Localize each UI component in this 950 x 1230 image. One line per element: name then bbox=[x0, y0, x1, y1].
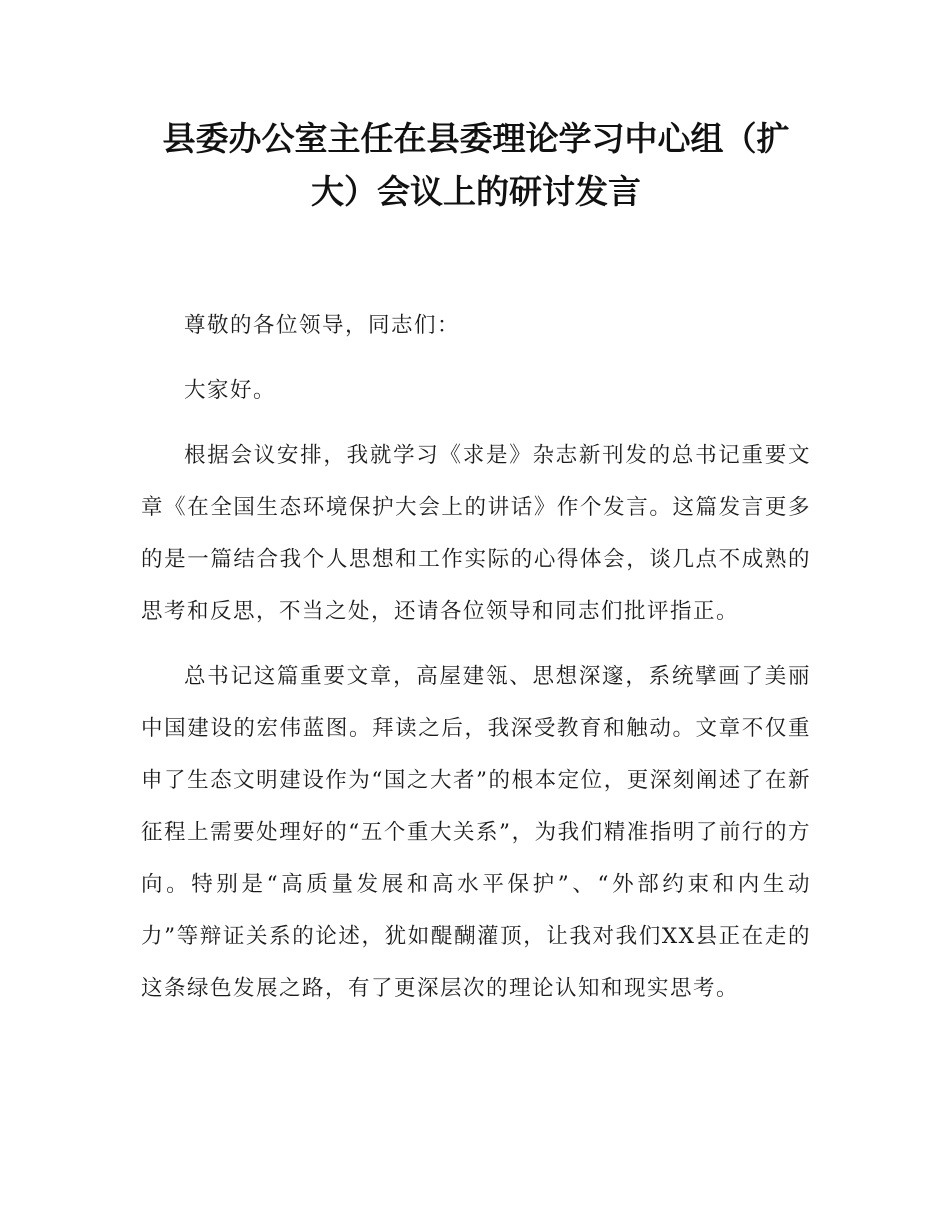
paragraph-reflection: 总书记这篇重要文章，高屋建瓴、思想深邃，系统擘画了美丽中国建设的宏伟蓝图。拜读之后，我深受教育和触动。文章不仅重申了生态文明建设作为“国之大者”的根本定位，更深刻阐述了在新征程上需要处理好的“五个重大关系”，为我们精准指明了前行的方向。特别是“高质量发展和高水平保护”、“外部约束和内生动力”等辩证关系的论述，犹如醍醐灌顶，让我对我们XX县正在走的这条绿色发展之路，有了更深层次的理论认知和现实思考。 bbox=[141, 664, 811, 1001]
paragraph-salutation: 尊敬的各位领导，同志们： bbox=[184, 313, 461, 338]
document-body bbox=[141, 300, 811, 1028]
paragraph-intro: 根据会议安排，我就学习《求是》杂志新刊发的总书记重要文章《在全国生态环境保护大会上的讲话》作个发言。这篇发言更多的是一篇结合我个人思想和工作实际的心得体会，谈几点不成熟的思考和反思，不当之处，还请各位领导和同志们批评指正。 bbox=[141, 443, 811, 624]
paragraph-greeting: 大家好。 bbox=[184, 378, 277, 403]
document-title: 县委办公室主任在县委理论学习中心组（扩大）会议上的研讨发言 bbox=[162, 119, 790, 211]
